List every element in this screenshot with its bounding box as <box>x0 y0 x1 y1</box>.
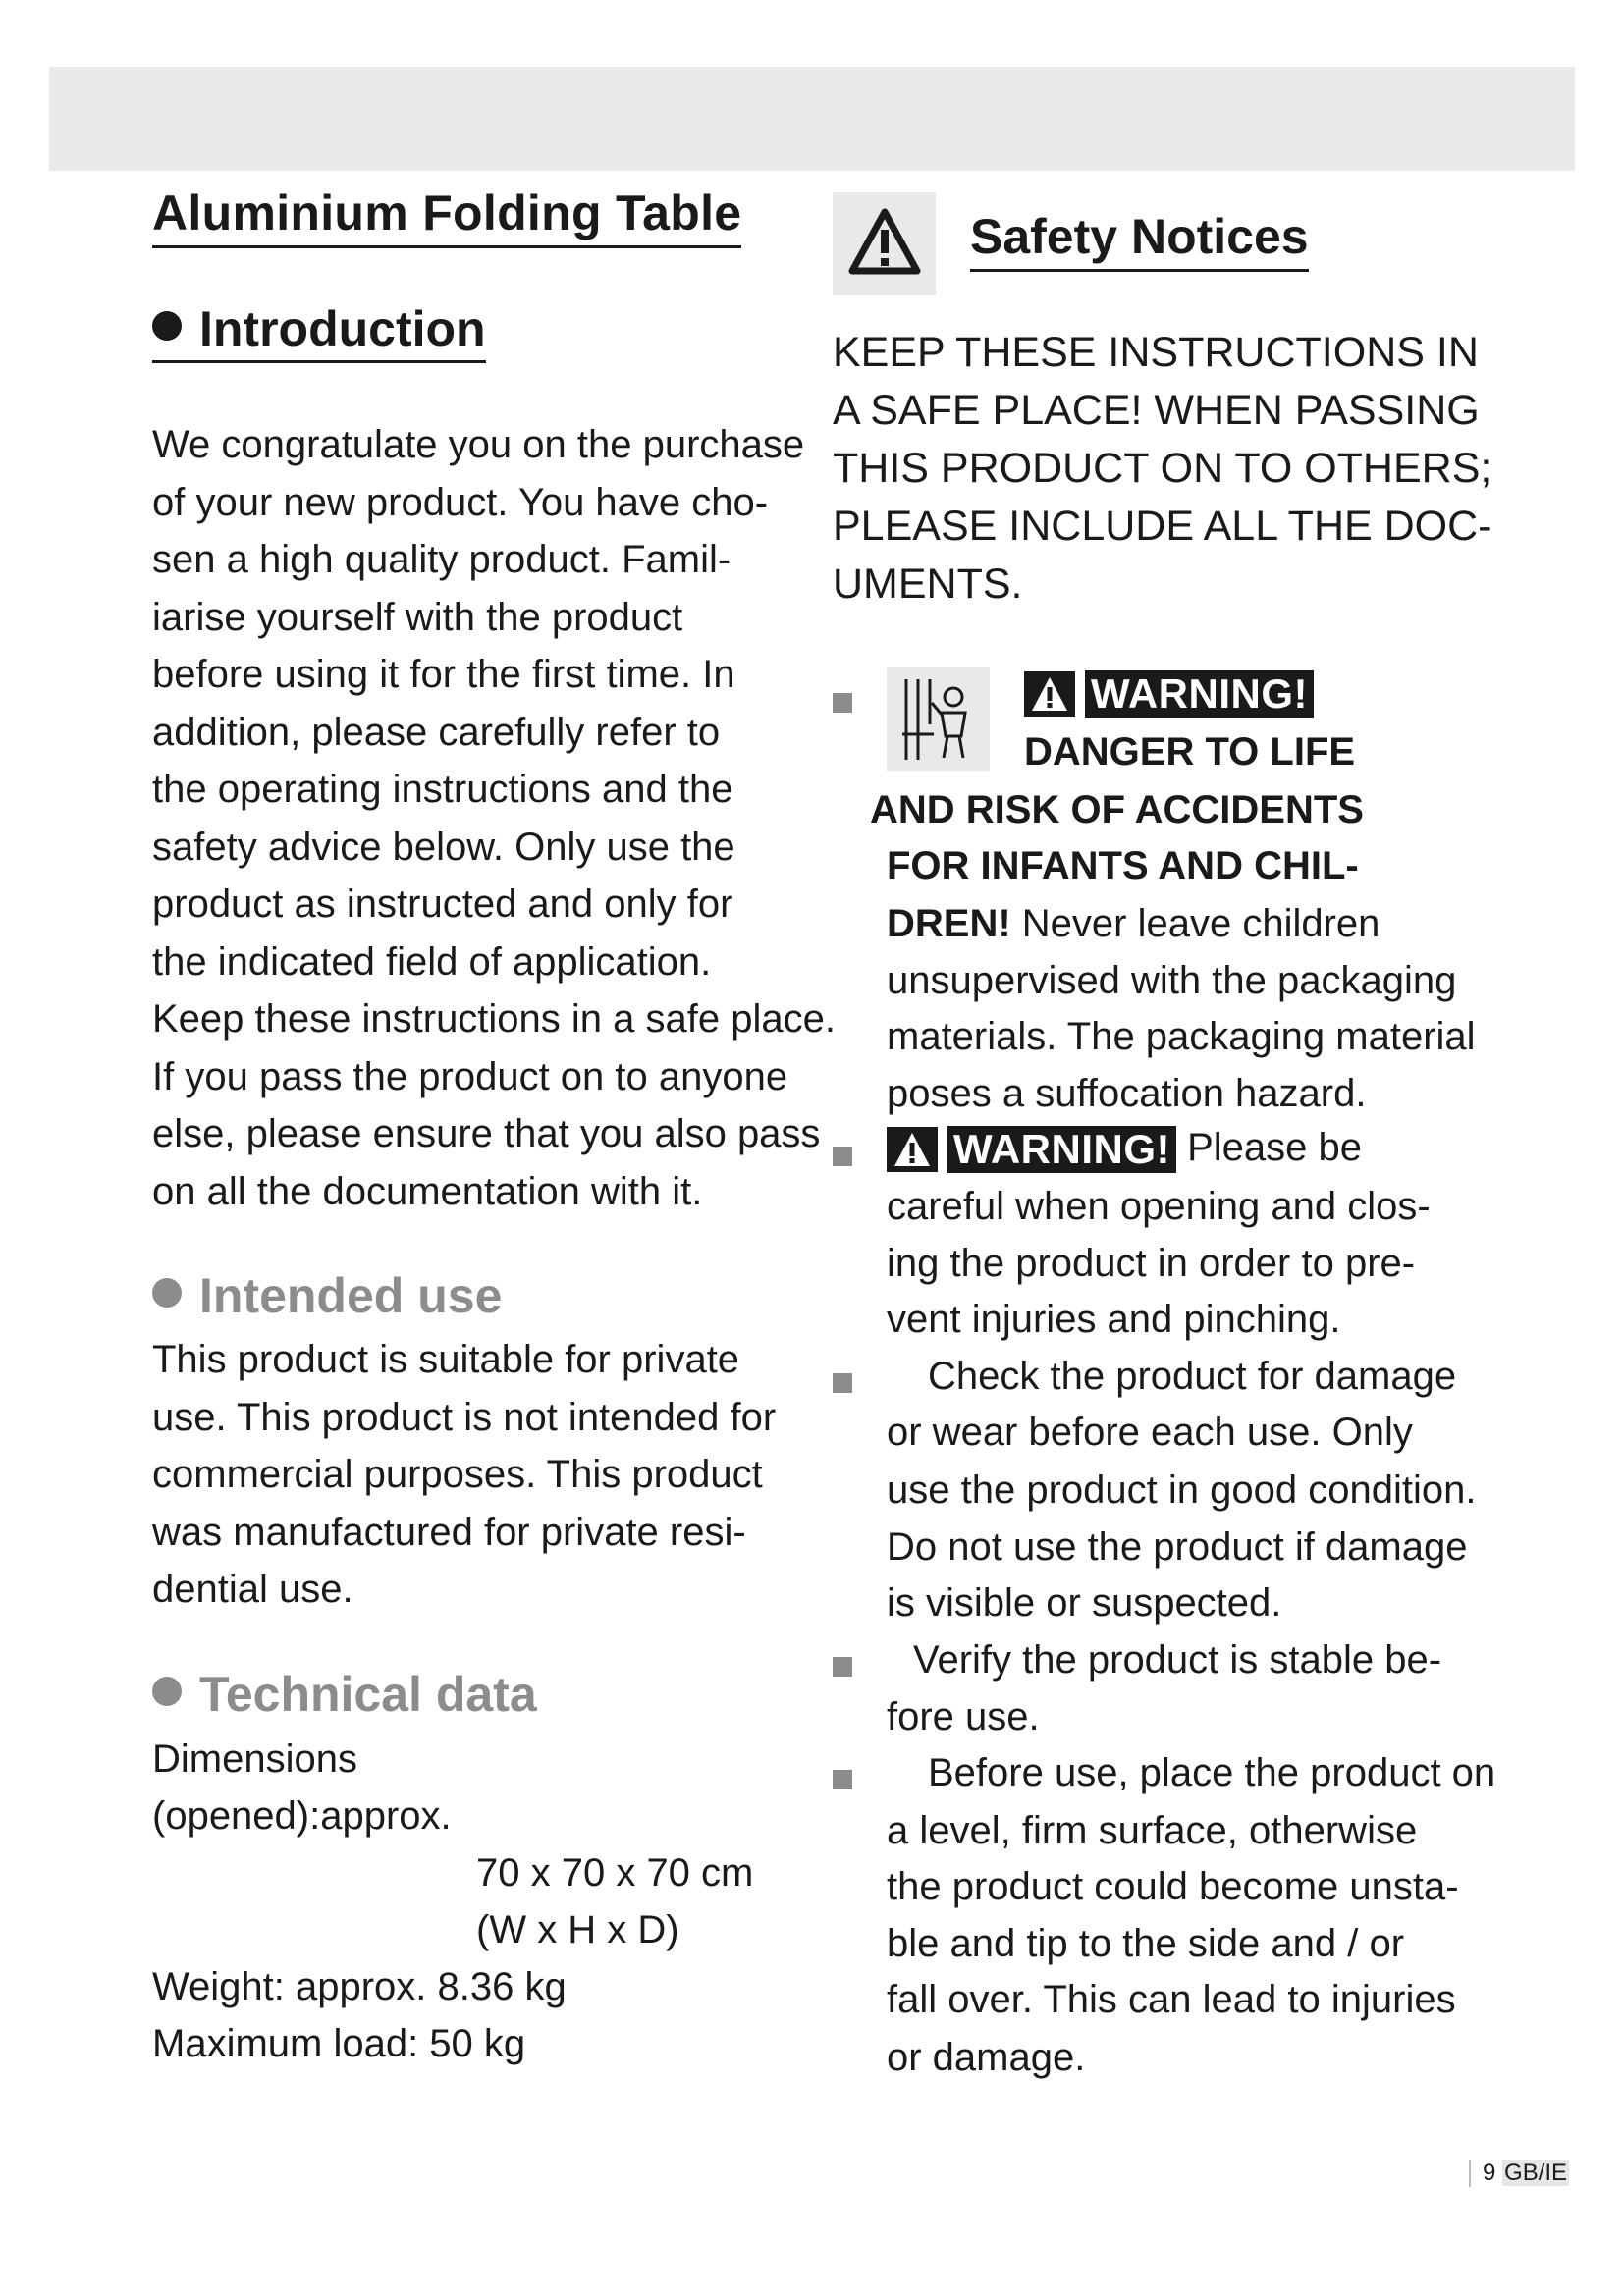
text-line: commercial purposes. This product <box>152 1453 763 1496</box>
text-line: Keep these instructions in a safe place. <box>152 997 836 1041</box>
warning-symbol-box <box>833 192 936 295</box>
locale-tag: GB/IE <box>1504 2160 1568 2186</box>
text-line: ing the product in order to pre- <box>887 1242 1416 1285</box>
bullet-dot-icon <box>152 1677 182 1706</box>
text-line: a level, firm surface, otherwise <box>887 1809 1418 1852</box>
danger-line-4-rest: Never leave children <box>1010 902 1380 945</box>
intended-use-text <box>152 1331 800 1619</box>
text-line: fore use. <box>887 1695 1040 1738</box>
dimensions-label: Dimensions <box>152 1737 357 1781</box>
intended-use-heading-text: Intended use <box>199 1268 503 1323</box>
text-line: use the product in good condition. <box>887 1468 1477 1512</box>
danger-line-4-bold: DREN! <box>887 902 1011 945</box>
text-line: the product could become unsta- <box>887 1865 1459 1908</box>
danger-line-1: DANGER TO LIFE <box>1024 730 1356 774</box>
text-line: the indicated field of application. <box>152 939 712 984</box>
text-line: We congratulate you on the purchase <box>152 423 805 466</box>
text-line: safety advice below. Only use the <box>152 825 735 869</box>
text-line: If you pass the product on to anyone <box>152 1054 788 1098</box>
text-line: iarise yourself with the product <box>152 595 683 639</box>
text-line: on all the documentation with it. <box>152 1169 703 1213</box>
text-line: careful when opening and clos- <box>887 1185 1431 1228</box>
document-title: Aluminium Folding Table <box>152 183 741 248</box>
bullet-square-icon <box>833 1147 852 1166</box>
text-line: Verify the product is stable be- <box>913 1638 1442 1682</box>
keep-instructions-notice <box>833 324 1492 614</box>
introduction-heading-text: Introduction <box>199 301 486 356</box>
child-hazard-icon <box>898 675 977 764</box>
text-line: or wear before each use. Only <box>887 1411 1413 1454</box>
text-line: Before use, place the product on <box>928 1751 1496 1794</box>
text-line: PLEASE INCLUDE ALL THE DOC- <box>833 503 1492 550</box>
warning-triangle-icon <box>848 208 921 275</box>
bullet-square-icon <box>833 693 852 713</box>
introduction-text <box>152 416 836 1220</box>
text-line: poses a suffocation hazard. <box>887 1072 1367 1115</box>
text-line: UMENTS. <box>833 561 1023 608</box>
bullet-dot-icon <box>152 311 182 341</box>
text-line: was manufactured for private resi- <box>152 1510 746 1554</box>
bullet-square-icon <box>833 1770 852 1789</box>
warning-label-1 <box>1024 664 1314 721</box>
warning-word: WARNING! <box>947 1126 1176 1173</box>
text-line: materials. The packaging material <box>887 1015 1476 1058</box>
technical-data-heading-text: Technical data <box>199 1667 537 1722</box>
warning-triangle-icon <box>887 1127 938 1172</box>
text-line: vent injuries and pinching. <box>887 1298 1341 1341</box>
safety-notices-title: Safety Notices <box>970 206 1309 272</box>
dimensions-value: 70 x 70 x 70 cm <box>476 1851 754 1895</box>
opened-label: (opened):approx. <box>152 1794 452 1838</box>
text-line: or damage. <box>887 2036 1086 2079</box>
dimensions-unit: (W x H x D) <box>476 1908 679 1951</box>
child-hazard-pictogram <box>887 667 990 771</box>
text-line: This product is suitable for private <box>152 1338 740 1381</box>
text-line: is visible or suspected. <box>887 1581 1282 1625</box>
page-footer <box>1469 2160 1569 2187</box>
text-line: A SAFE PLACE! WHEN PASSING <box>833 387 1480 434</box>
danger-line-4 <box>887 895 1380 952</box>
technical-data-heading <box>152 1665 537 1724</box>
text-line: the operating instructions and the <box>152 768 733 811</box>
max-load-value: Maximum load: 50 kg <box>152 2022 526 2065</box>
introduction-heading <box>152 299 486 363</box>
bullet-square-icon <box>833 1657 852 1677</box>
text-line: use. This product is not intended for <box>152 1395 777 1439</box>
text-line: addition, please carefully refer to <box>152 710 721 754</box>
warning-triangle-icon <box>1024 671 1075 717</box>
text-line: ble and tip to the side and / or <box>887 1922 1405 1965</box>
header-band <box>49 67 1575 171</box>
technical-data-block <box>152 1731 800 2072</box>
warning-word: WARNING! <box>1085 670 1314 718</box>
text-line: dential use. <box>152 1568 353 1611</box>
text-line: fall over. This can lead to injuries <box>887 1978 1456 2021</box>
text-line: before using it for the first time. In <box>152 653 735 696</box>
bullet-dot-icon <box>152 1278 182 1308</box>
text-line: Do not use the product if damage <box>887 1525 1468 1569</box>
text-line: unsupervised with the packaging <box>887 959 1457 1002</box>
text-line: THIS PRODUCT ON TO OTHERS; <box>833 445 1492 492</box>
text-line: of your new product. You have cho- <box>152 480 769 524</box>
text-line: Check the product for damage <box>928 1355 1457 1398</box>
text-line: product as instructed and only for <box>152 882 733 926</box>
text-line: sen a high quality product. Famil- <box>152 538 731 581</box>
danger-line-2: AND RISK OF ACCIDENTS <box>870 788 1364 831</box>
weight-value: Weight: approx. 8.36 kg <box>152 1965 567 2008</box>
intended-use-heading <box>152 1266 502 1325</box>
warning-2-rest: Please be <box>1175 1126 1363 1169</box>
warning-label-2 <box>887 1119 1362 1176</box>
text-line: else, please ensure that you also pass <box>152 1112 821 1155</box>
danger-line-3: FOR INFANTS AND CHIL- <box>887 844 1359 887</box>
bullet-square-icon <box>833 1373 852 1393</box>
text-line: KEEP THESE INSTRUCTIONS IN <box>833 329 1479 376</box>
page-number: 9 <box>1483 2160 1496 2186</box>
